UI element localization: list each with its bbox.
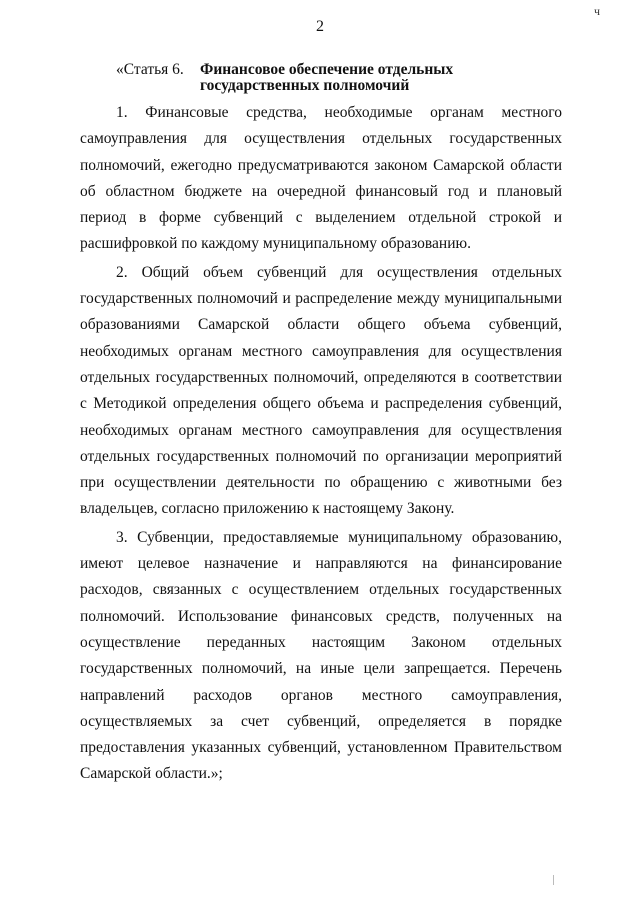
- article-title-line1: Финансовое обеспечение отдельных: [200, 61, 454, 78]
- corner-mark: ч: [593, 4, 600, 18]
- article-heading: [116, 62, 576, 94]
- paragraph-2: 2. Общий объем субвенций для осуществления отдельных государственных полномочий и распределение между муниципальными образованиями Самарской области общего объема субвенций, необходимых органам местного самоуправления для осуществления отдельных государственных полномочий, определяются в соответствии с Методикой определения общего объема и распределения субвенций, необходимых органам местного самоуправления для осуществления отдельных государственных полномочий по организации мероприятий при осуществлении деятельности по обращению с животными без владельцев, согласно приложению к настоящему Закону.: [80, 263, 562, 518]
- page-number: 2: [316, 18, 324, 35]
- scan-artifact: [553, 875, 554, 885]
- article-body: [80, 100, 562, 790]
- paragraph-3: 3. Субвенции, предоставляемые муниципальному образованию, имеют целевое назначение и направляются на финансирование расходов, связанных с осуществлением отдельных государственных полномочий. Использование финансовых средств, полученных на осуществление переданных настоящим Законом отдельных государственных полномочий, на иные цели запрещается. Перечень направлений расходов органов местного самоуправления, осуществляемых за счет субвенций, определяется в порядке предоставления указанных субвенций, установленном Правительством Самарской области.»;: [80, 528, 562, 783]
- paragraph-1: 1. Финансовые средства, необходимые органам местного самоуправления для осуществления отдельных государственных полномочий, ежегодно предусматриваются законом Самарской области об областном бюджете на очередной финансовый год и плановый период в форме субвенций с выделением отдельной строкой и расшифровкой по каждому муниципальному образованию.: [80, 104, 562, 253]
- article-label: «Статья 6.: [116, 61, 184, 78]
- article-title-line2: государственных полномочий: [200, 77, 410, 94]
